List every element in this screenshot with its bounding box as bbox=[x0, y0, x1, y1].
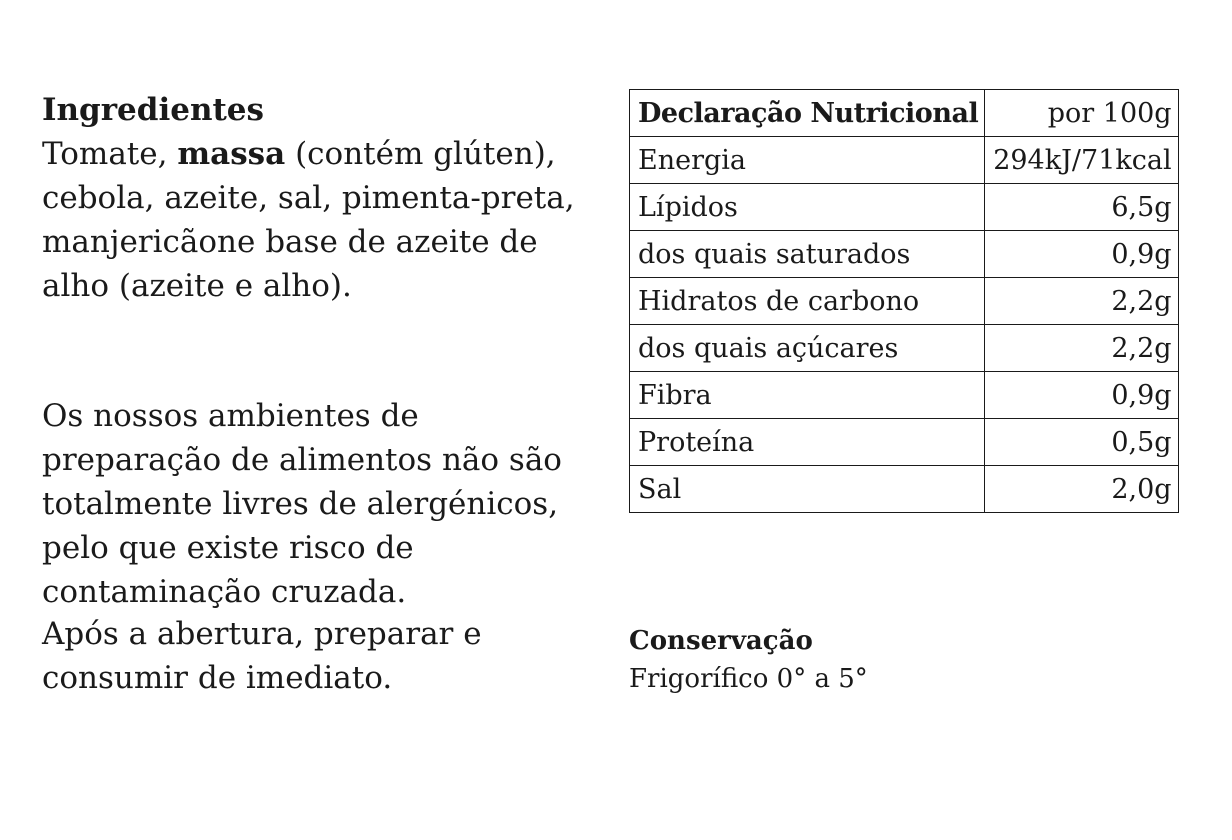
nutrition-per-unit: por 100g bbox=[985, 90, 1178, 137]
nutrient-label: Energia bbox=[630, 137, 985, 184]
table-row bbox=[630, 137, 1179, 184]
nutrient-value: 0,9g bbox=[985, 372, 1178, 419]
conservation-text: Frigorífico 0° a 5° bbox=[629, 664, 868, 694]
ingredients-text bbox=[42, 132, 602, 308]
nutrient-value: 0,9g bbox=[985, 231, 1178, 278]
nutrient-label: Hidratos de carbono bbox=[630, 278, 985, 325]
nutrient-value: 0,5g bbox=[985, 419, 1178, 466]
nutrient-value: 294kJ/71kcal bbox=[985, 137, 1178, 184]
ingredients-section bbox=[42, 88, 602, 308]
nutrition-title: Declaração Nutricional bbox=[630, 90, 985, 137]
nutrient-label: Lípidos bbox=[630, 184, 985, 231]
table-row bbox=[630, 231, 1179, 278]
nutrient-value: 6,5g bbox=[985, 184, 1178, 231]
ingredients-bold-pasta: massa bbox=[177, 136, 286, 172]
conservation-title: Conservação bbox=[629, 626, 813, 656]
allergen-note: Os nossos ambientes de preparação de alimentos não são totalmente livres de alergénicos, pelo que existe risco de contaminação cruzada. bbox=[42, 398, 562, 610]
table-row bbox=[630, 372, 1179, 419]
table-row bbox=[630, 184, 1179, 231]
nutrient-label: dos quais açúcares bbox=[630, 325, 985, 372]
table-row bbox=[630, 419, 1179, 466]
nutrition-table bbox=[629, 89, 1179, 513]
conservation-section bbox=[629, 622, 868, 698]
nutrient-label: Proteína bbox=[630, 419, 985, 466]
ingredients-text-rest: (contém glúten), cebola, azeite, sal, pimenta-preta, manjericãone base de azeite de alho (azeite e alho). bbox=[42, 136, 575, 304]
ingredients-title: Ingredientes bbox=[42, 92, 264, 128]
nutrient-label: Fibra bbox=[630, 372, 985, 419]
table-row bbox=[630, 466, 1179, 513]
nutrient-value: 2,2g bbox=[985, 325, 1178, 372]
table-row bbox=[630, 278, 1179, 325]
nutrition-header-row bbox=[630, 90, 1179, 137]
opening-note: Após a abertura, preparar e consumir de imediato. bbox=[42, 616, 482, 696]
nutrient-label: Sal bbox=[630, 466, 985, 513]
nutrient-label: dos quais saturados bbox=[630, 231, 985, 278]
nutrient-value: 2,2g bbox=[985, 278, 1178, 325]
nutrient-value: 2,0g bbox=[985, 466, 1178, 513]
table-row bbox=[630, 325, 1179, 372]
ingredients-text-start: Tomate, bbox=[42, 136, 178, 172]
